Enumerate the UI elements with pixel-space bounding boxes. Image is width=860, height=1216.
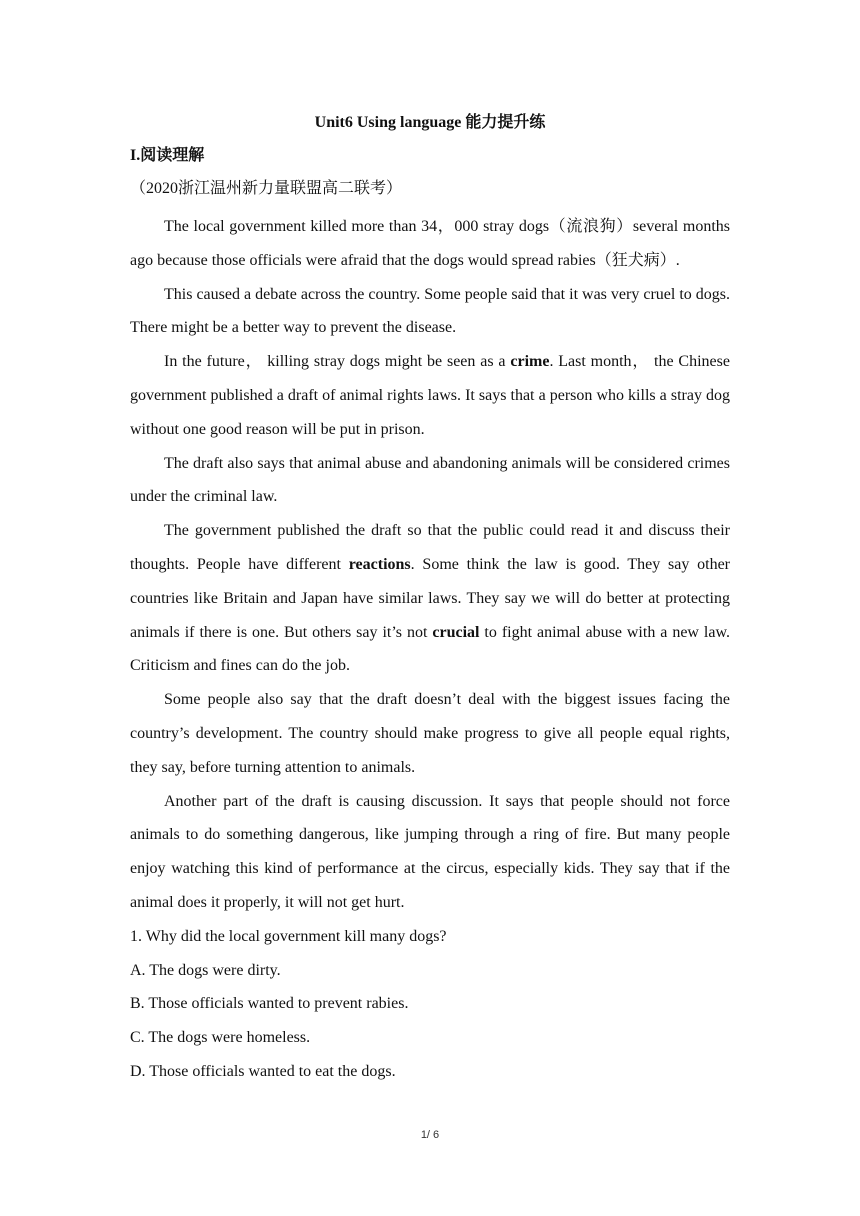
paragraph-text: Another part of the draft is causing discussion. It says that people should not force animals to do something dangerous, like jumping through a ring of fire. But many people enjoy watching this kind of performance at the circus, especially kids. They say that if the animal does it properly, it will not get hurt. <box>130 792 730 911</box>
paragraph-text: The local government killed more than 34，000 stray dogs（流浪狗）several months ago because those officials were afraid that the dogs would spread rabies（狂犬病）. <box>130 218 730 269</box>
question-stem: 1. Why did the local government kill many dogs? <box>130 927 447 945</box>
page-title: Unit6 Using language 能力提升练 <box>314 114 546 131</box>
source-note: （2020浙江温州新力量联盟高二联考） <box>130 180 403 197</box>
page-number: 1/ 6 <box>420 1129 440 1141</box>
paragraph-text: . Last month， the Chinese government published a draft of animal rights laws. It says that a person who kills a stray dog without one good reason will be put in prison. <box>130 353 730 438</box>
paragraph <box>130 278 730 346</box>
paragraph-text: to fight animal abuse with a new law. Criticism and fines can do the job. <box>130 623 730 675</box>
paragraph <box>130 447 730 515</box>
answer-option-c: C. The dogs were homeless. <box>130 1029 311 1047</box>
paragraph-text: This caused a debate across the country. Some people said that it was very cruel to dogs. There might be a better way to prevent the disease. <box>130 285 730 337</box>
reading-passage <box>130 210 730 1089</box>
answer-option-b: B. Those officials wanted to prevent rabies. <box>130 995 409 1013</box>
paragraph-text: Some people also say that the draft doesn’t deal with the biggest issues facing the country’s development. The country should make progress to give all people equal rights, they say, before turning attention to animals. <box>130 691 730 776</box>
answer-option-d: D. Those officials wanted to eat the dogs. <box>130 1062 396 1080</box>
answer-option-a: A. The dogs were dirty. <box>130 961 281 979</box>
bold-keyword: crucial <box>432 623 480 641</box>
paragraph-text: . Some think the law is good. They say other countries like Britain and Japan have similar laws. They say we will do better at protecting animals if there is one. But others say it’s not <box>130 555 731 641</box>
paragraph-text: The government published the draft so that the public could read it and discuss their thoughts. People have different <box>130 522 730 573</box>
paragraph <box>130 514 730 683</box>
bold-keyword: reactions <box>348 555 411 573</box>
paragraph-text: The draft also says that animal abuse and abandoning animals will be considered crimes under the criminal law. <box>130 454 730 506</box>
bold-keyword: crime <box>510 353 550 371</box>
paragraph <box>130 683 730 784</box>
paragraph <box>130 785 730 920</box>
paragraph-text: In the future， killing stray dogs might be seen as a <box>164 353 511 371</box>
paragraph <box>130 210 730 278</box>
paragraph <box>130 345 730 446</box>
section-heading: I.阅读理解 <box>130 147 205 164</box>
